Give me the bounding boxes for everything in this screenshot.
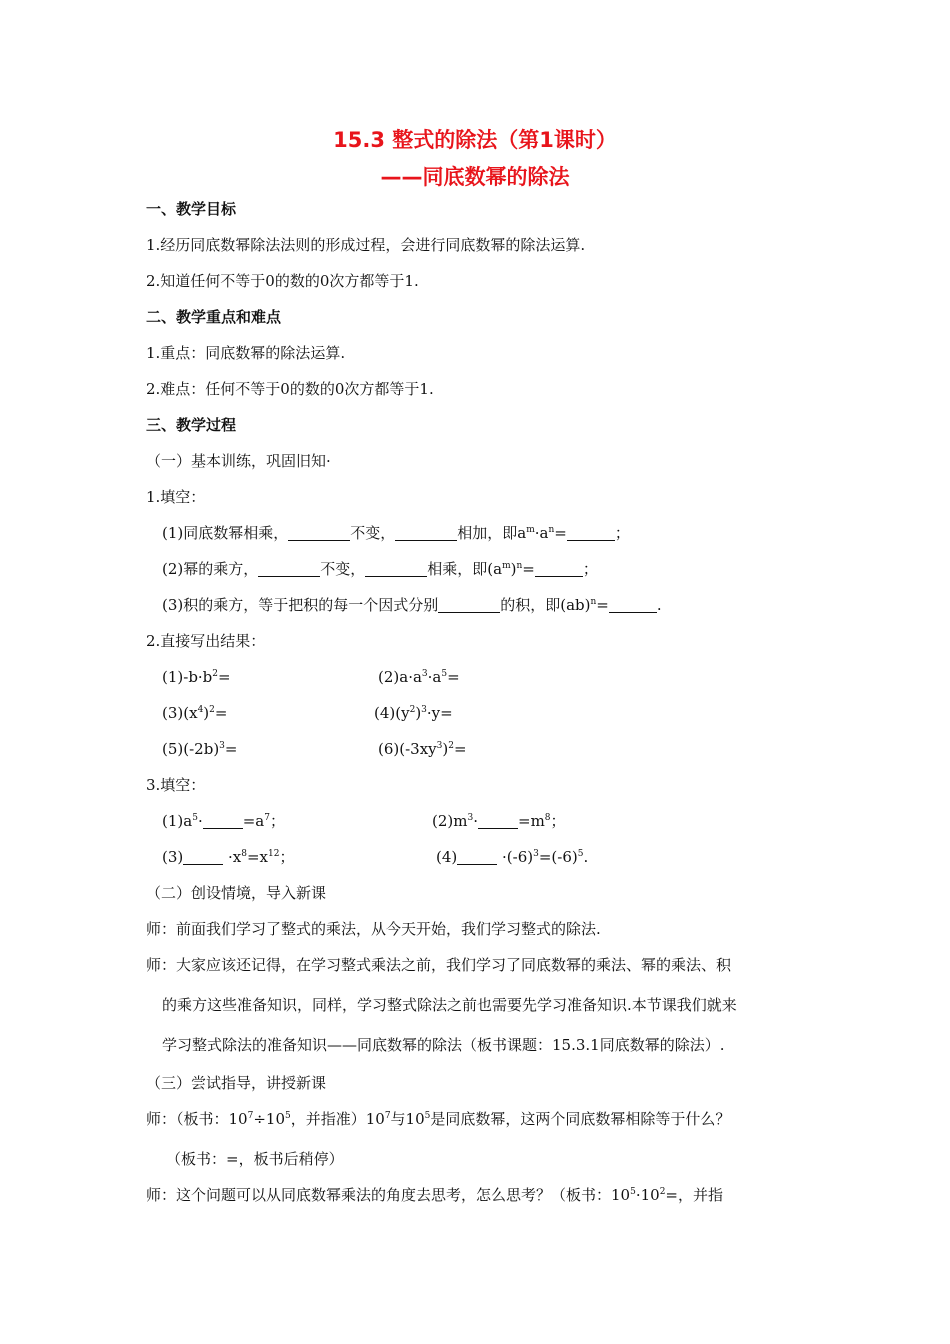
- objective-item-2: 2.知道任何不等于0的数的0次方都等于1.: [146, 272, 419, 290]
- keypoint-item-2: 2.难点：任何不等于0的数的0次方都等于1.: [146, 380, 434, 398]
- question-3-item-4: $(4) \cdot(-6)^3=(-6)^5$.: [436, 848, 589, 866]
- paragraph-teacher-2-line-3: 学习整式除法的准备知识——同底数幂的除法（板书课题：15.3.1同底数幂的除法）.: [162, 1036, 725, 1054]
- answer-blank[interactable]: [203, 814, 243, 829]
- section-heading-keypoints: 二、教学重点和难点: [146, 308, 282, 326]
- document-title: 15.3 整式的除法（第1课时）: [333, 128, 617, 152]
- question-2-item-4: $(4)(y^2)^3\cdot y=$: [374, 704, 453, 722]
- part-heading-1: （一）基本训练，巩固旧知·: [146, 452, 331, 470]
- answer-blank[interactable]: [457, 850, 497, 865]
- answer-blank[interactable]: [609, 598, 657, 613]
- question-3-item-3: $(3) \cdot x^8=x^{12}$；: [162, 848, 295, 866]
- question-2-label: 2.直接写出结果：: [146, 632, 266, 650]
- question-3-item-1: $(1)a^5\cdot =a^7$；: [162, 812, 285, 830]
- answer-blank[interactable]: [567, 526, 615, 541]
- question-3-label: 3.填空：: [146, 776, 206, 794]
- answer-blank[interactable]: [365, 562, 427, 577]
- keypoint-item-1: 1.重点：同底数幂的除法运算.: [146, 344, 346, 362]
- objective-item-1: 1.经历同底数幂除法法则的形成过程，会进行同底数幂的除法运算.: [146, 236, 586, 254]
- document-subtitle: ——同底数幂的除法: [380, 165, 570, 189]
- section-heading-process: 三、教学过程: [146, 416, 237, 434]
- paragraph-teacher-4: 师：这个问题可以从同底数幂乘法的角度去思考，怎么思考？（板书：$10^5\cdot 10^2=$，并指: [146, 1186, 723, 1204]
- answer-blank[interactable]: [478, 814, 518, 829]
- paragraph-teacher-1: 师：前面我们学习了整式的乘法，从今天开始，我们学习整式的除法.: [146, 920, 601, 938]
- question-3-item-2: $(2)m^3\cdot =m^8$；: [432, 812, 566, 830]
- question-1-item-2: (2)幂的乘方， 不变， 相乘，即$(a^m)^n=$ ；: [162, 560, 598, 578]
- section-heading-objectives: 一、教学目标: [146, 200, 237, 218]
- question-2-item-1: $(1)-b\cdot b^2=$: [162, 668, 231, 686]
- paragraph-teacher-3: 师：（板书：$10^7\div 10^5$，并指准）$10^7$与$10^5$是同底数幂，这两个同底数幂相除等于什么？: [146, 1110, 731, 1128]
- answer-blank[interactable]: [288, 526, 350, 541]
- part-heading-3: （三）尝试指导，讲授新课: [146, 1074, 327, 1092]
- board-note: （板书：=，板书后稍停）: [166, 1150, 344, 1168]
- answer-blank[interactable]: [183, 850, 223, 865]
- answer-blank[interactable]: [395, 526, 457, 541]
- question-1-item-1: (1)同底数幂相乘， 不变， 相加，即$a^m\cdot a^n=$ ；: [162, 524, 630, 542]
- question-1-item-3: (3)积的乘方，等于把积的每一个因式分别 的积，即(ab)$^n$= .: [162, 596, 662, 614]
- paragraph-teacher-2-line-1: 师：大家应该还记得，在学习整式乘法之前，我们学习了同底数幂的乘法、幂的乘法、积: [146, 956, 732, 974]
- question-2-item-6: $(6)(-3xy^3)^2=$: [378, 740, 467, 758]
- question-2-item-2: $(2)a\cdot a^3\cdot a^5=$: [378, 668, 460, 686]
- answer-blank[interactable]: [258, 562, 320, 577]
- question-2-item-5: $(5)(-2b)^3=$: [162, 740, 238, 758]
- answer-blank[interactable]: [438, 598, 500, 613]
- question-2-item-3: $(3)(x^4)^2=$: [162, 704, 228, 722]
- answer-blank[interactable]: [535, 562, 583, 577]
- question-1-label: 1.填空：: [146, 488, 206, 506]
- part-heading-2: （二）创设情境，导入新课: [146, 884, 327, 902]
- paragraph-teacher-2-line-2: 的乘方这些准备知识，同样，学习整式除法之前也需要先学习准备知识.本节课我们就来: [162, 996, 737, 1014]
